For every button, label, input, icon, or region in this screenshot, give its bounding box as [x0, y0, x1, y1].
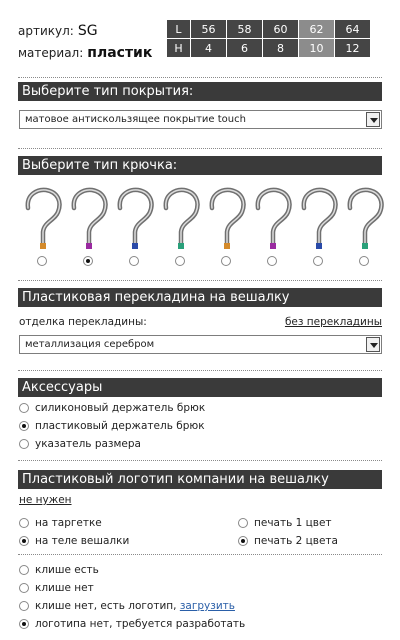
cliche-option[interactable]	[19, 599, 235, 613]
crossbar-select[interactable]	[19, 335, 382, 354]
hook-wire-highlight	[258, 190, 290, 244]
radio-button[interactable]	[238, 518, 248, 528]
size-row-head: H	[167, 39, 191, 58]
hook-wire-highlight	[304, 190, 336, 244]
cliche-option-label: клише нет, есть логотип,	[35, 600, 177, 612]
hook-collar	[40, 243, 46, 249]
size-cell-selected: 62	[299, 20, 335, 39]
logo-not-needed-link[interactable]: не нужен	[19, 494, 72, 506]
coating-select[interactable]	[19, 110, 382, 129]
logo-placement-label: на теле вешалки	[35, 535, 130, 547]
size-row-l	[167, 20, 371, 39]
hook-wire-highlight	[74, 190, 106, 244]
size-cell: 60	[263, 20, 299, 39]
radio-button[interactable]	[19, 601, 29, 611]
logo-print-label: печать 1 цвет	[254, 517, 332, 529]
logo-placement-label: на таргетке	[35, 517, 102, 529]
hook-option[interactable]	[204, 186, 250, 270]
logo-header: Пластиковый логотип компании на вешалку	[18, 470, 382, 489]
hook-wire-highlight	[28, 190, 60, 244]
hook-collar	[316, 243, 322, 249]
size-cell: 58	[227, 20, 263, 39]
radio-button[interactable]	[19, 403, 29, 413]
divider	[18, 280, 382, 281]
hook-option[interactable]	[20, 186, 66, 270]
size-cell: 4	[191, 39, 227, 58]
size-cell: 64	[335, 20, 371, 39]
logo-placement-option[interactable]	[19, 516, 102, 530]
chevron-down-icon[interactable]	[366, 337, 380, 352]
hook-option[interactable]	[342, 186, 388, 270]
article-label: артикул:	[18, 24, 74, 38]
radio-button-selected[interactable]	[19, 421, 29, 431]
radio-button[interactable]	[359, 256, 369, 266]
radio-button[interactable]	[129, 256, 139, 266]
accessory-option-label: силиконовый держатель брюк	[35, 402, 206, 414]
material-label: материал:	[18, 46, 84, 60]
material-value: пластик	[87, 45, 153, 61]
hook-wire-highlight	[350, 190, 382, 244]
size-row-h	[167, 39, 371, 58]
accessory-option[interactable]	[19, 401, 205, 415]
size-table	[166, 19, 371, 58]
radio-button[interactable]	[221, 256, 231, 266]
cliche-option-label: клише есть	[35, 564, 99, 576]
radio-button[interactable]	[19, 565, 29, 575]
radio-button[interactable]	[19, 439, 29, 449]
accessory-option[interactable]	[19, 437, 141, 451]
crossbar-select-value: металлизация серебром	[25, 339, 155, 350]
hook-collar	[270, 243, 276, 249]
radio-button-selected[interactable]	[238, 536, 248, 546]
material-row	[18, 42, 152, 64]
cliche-option-label: клише нет	[35, 582, 94, 594]
accessory-option-label: пластиковый держатель брюк	[35, 420, 205, 432]
cliche-option[interactable]	[19, 581, 94, 595]
hook-wire-highlight	[212, 190, 244, 244]
radio-button-selected[interactable]	[19, 619, 29, 629]
cliche-option[interactable]	[19, 563, 99, 577]
size-cell: 8	[263, 39, 299, 58]
crossbar-header: Пластиковая перекладина на вешалку	[18, 288, 382, 307]
divider	[18, 148, 382, 149]
accessory-option-label: указатель размера	[35, 438, 141, 450]
hook-options	[18, 186, 382, 270]
coating-select-value: матовое антискользящее покрытие touch	[25, 114, 246, 125]
divider	[18, 370, 382, 371]
radio-button[interactable]	[19, 518, 29, 528]
coating-header: Выберите тип покрытия:	[18, 82, 382, 101]
logo-placement-option[interactable]	[19, 534, 129, 548]
product-info	[18, 20, 152, 64]
size-cell-selected: 10	[299, 39, 335, 58]
hook-header: Выберите тип крючка:	[18, 156, 382, 175]
radio-button[interactable]	[313, 256, 323, 266]
size-cell: 6	[227, 39, 263, 58]
no-crossbar-link[interactable]: без перекладины	[284, 316, 382, 328]
logo-print-option[interactable]	[238, 516, 332, 530]
size-cell: 56	[191, 20, 227, 39]
hook-option[interactable]	[66, 186, 112, 270]
hook-option[interactable]	[158, 186, 204, 270]
hook-collar	[224, 243, 230, 249]
crossbar-finish-label: отделка перекладины:	[19, 316, 147, 328]
chevron-down-icon[interactable]	[366, 112, 380, 127]
divider	[18, 77, 382, 78]
hook-wire-highlight	[166, 190, 198, 244]
hook-collar	[178, 243, 184, 249]
hook-option[interactable]	[250, 186, 296, 270]
hook-collar	[362, 243, 368, 249]
hook-collar	[86, 243, 92, 249]
logo-print-option[interactable]	[238, 534, 338, 548]
hook-wire-highlight	[120, 190, 152, 244]
upload-link[interactable]: загрузить	[179, 600, 235, 612]
cliche-option[interactable]	[19, 617, 245, 631]
radio-button[interactable]	[175, 256, 185, 266]
article-row	[18, 20, 152, 42]
size-cell: 12	[335, 39, 371, 58]
divider	[18, 460, 382, 461]
divider	[18, 554, 382, 555]
radio-button-selected[interactable]	[19, 536, 29, 546]
radio-button-selected[interactable]	[83, 256, 93, 266]
size-row-head: L	[167, 20, 191, 39]
radio-button[interactable]	[267, 256, 277, 266]
logo-print-label: печать 2 цвета	[254, 535, 338, 547]
radio-button[interactable]	[19, 583, 29, 593]
hook-option[interactable]	[296, 186, 342, 270]
hook-option[interactable]	[112, 186, 158, 270]
article-value: SG	[77, 23, 98, 39]
accessories-header: Аксессуары	[18, 378, 382, 397]
accessory-option[interactable]	[19, 419, 205, 433]
radio-button[interactable]	[37, 256, 47, 266]
cliche-option-label: логотипа нет, требуется разработать	[35, 618, 246, 630]
hook-collar	[132, 243, 138, 249]
